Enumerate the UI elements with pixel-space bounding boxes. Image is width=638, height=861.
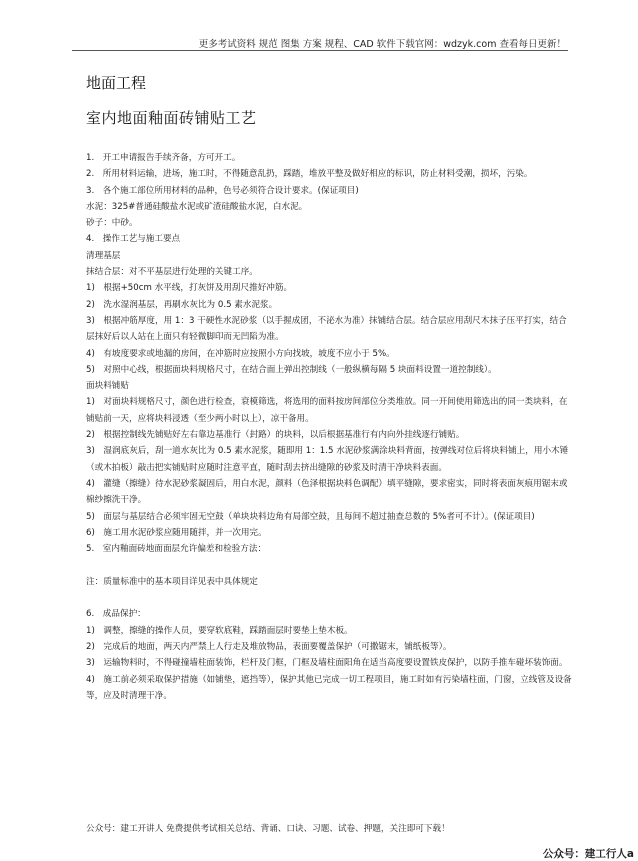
header-divider bbox=[72, 50, 568, 51]
body-line: 6) 施工用水泥砂浆应随用随拌，并一次用完。 bbox=[86, 527, 267, 538]
blank-line bbox=[86, 557, 572, 573]
body-line: 5) 面层与基层结合必须牢固无空鼓（单块块料边角有局部空鼓，且每间不超过抽查总数的 5%者可不计）。(保证项目) bbox=[86, 511, 535, 522]
body-line: 2) 完成后的地面，两天内严禁上人行走及堆放物品，表面要覆盖保护（可撒锯末，铺纸板等）。 bbox=[86, 641, 452, 652]
body-line: 3) 根据冲筋厚度，用 1：3 干硬性水泥砂浆（以手握成团，不泌水为准）抹铺结合层。结合层应用刮尺木抹子压平打实，结合层抹好后以人站在上面只有轻微脚印而无凹陷为准。 bbox=[86, 315, 567, 343]
blank-line bbox=[86, 590, 572, 606]
body-line: 砂子：中砂。 bbox=[86, 218, 138, 229]
body-line: 水泥：325#普通硅酸盐水泥或矿渣硅酸盐水泥，白水泥。 bbox=[86, 201, 308, 212]
body-line: 3) 运输物料时，不得碰撞墙柱面装饰，栏杆及门框，门框及墙柱面阳角在适当高度要设置铁皮保护，以防手推车碰坏装饰面。 bbox=[86, 658, 568, 669]
body-line: 5) 对照中心线，根据面块料规格尺寸，在结合面上弹出控制线（一般纵横每隔 5 块面料设置一道控制线）。 bbox=[86, 364, 497, 375]
body-line: 注：质量标准中的基本项目详见表中具体规定 bbox=[86, 576, 258, 587]
header-download-note: 更多考试资料 规范 图集 方案 规程、CAD 软件下载官网：wdzyk.com 查看每日更新！ bbox=[198, 39, 566, 50]
body-line: 1) 对面块料规格尺寸，颜色进行检查，衰模筛选，将选用的面料按房间部位分类堆放。同一开间使用筛选出的同一类块料，在铺贴前一天，应将块料浸透（至少两小时以上），凉干备用。 bbox=[86, 397, 568, 424]
body-line: 3) 湿润底灰后，刮一道水灰比为 0.5 素水泥浆，随即用 1：1.5 水泥砂浆满涂块料背面，按弹线对位后将块料铺上，用小木锤（或木拍板）敲击把实铺贴时应随时注意平直，随时刮去挤出缝隙的砂浆及时清干净块料表面。 bbox=[86, 446, 569, 473]
body-line: 抹结合层：对不平基层进行处理的关键工序。 bbox=[86, 267, 258, 278]
body-line: 5. 室内釉面砖地面面层允许偏差和检验方法： bbox=[86, 544, 267, 555]
body-line: 4) 有坡度要求或地漏的房间，在冲筋时应按照小方向找坡，坡度不应小于 5%。 bbox=[86, 348, 395, 359]
body-line: 1) 根据+50cm 水平线，打灰饼及用刮尺推好冲筋。 bbox=[86, 283, 293, 294]
body-line: 6. 成品保护： bbox=[86, 609, 146, 620]
body-line: 1) 调整，擦缝的操作人员，要穿软底鞋，踩踏面层时要垫上垫木板。 bbox=[86, 625, 353, 636]
body-line: 1. 开工申请报告手续齐备，方可开工。 bbox=[86, 153, 241, 163]
body-line: 2. 所用材料运输，进场，施工时，不得随意乱扔，踩踏，堆放平整及做好相应的标识，防止材料受潮，损坏，污染。 bbox=[86, 169, 533, 180]
body-line: 4) 灌缝（擦缝）待水泥砂浆凝固后，用白水泥，颜料（色泽根据块料色调配）填平缝隙，要求密实，同时将表面灰痕用锯末或棉纱擦洗干净。 bbox=[86, 478, 568, 506]
footer-promo-note: 公众号：建工开讲人 免费提供考试相关总结、背诵、口诀、习题、试卷、押题，关注即可下载！ bbox=[86, 824, 450, 834]
body-line: 清理基层 bbox=[86, 250, 121, 261]
document-title: 室内地面釉面砖铺贴工艺 bbox=[86, 109, 257, 127]
body-line: 4) 施工前必须采取保护措施（如铺垫，遮挡等），保护其他已完成一切工程项目，施工时如有污染墙柱面，门窗，立线管及设备等，应及时清理干净。 bbox=[86, 674, 572, 701]
body-line: 4. 操作工艺与施工要点 bbox=[86, 234, 181, 245]
body-line: 2) 根据控制线先铺贴好左右靠边基准行（封路）的块料，以后根据基准行有内向外挂线逐行铺贴。 bbox=[86, 430, 465, 441]
body-line: 2) 洗水湿润基层，再刷水灰比为 0.5 素水泥浆。 bbox=[86, 299, 278, 310]
body-line: 面块料铺贴 bbox=[86, 381, 129, 392]
watermark-account: 公众号：建工行人a bbox=[542, 848, 634, 860]
section-title: 地面工程 bbox=[86, 74, 147, 92]
document-body bbox=[86, 150, 572, 704]
body-line: 3. 各个施工部位所用材料的品种，色号必须符合设计要求。(保证项目) bbox=[86, 185, 359, 196]
